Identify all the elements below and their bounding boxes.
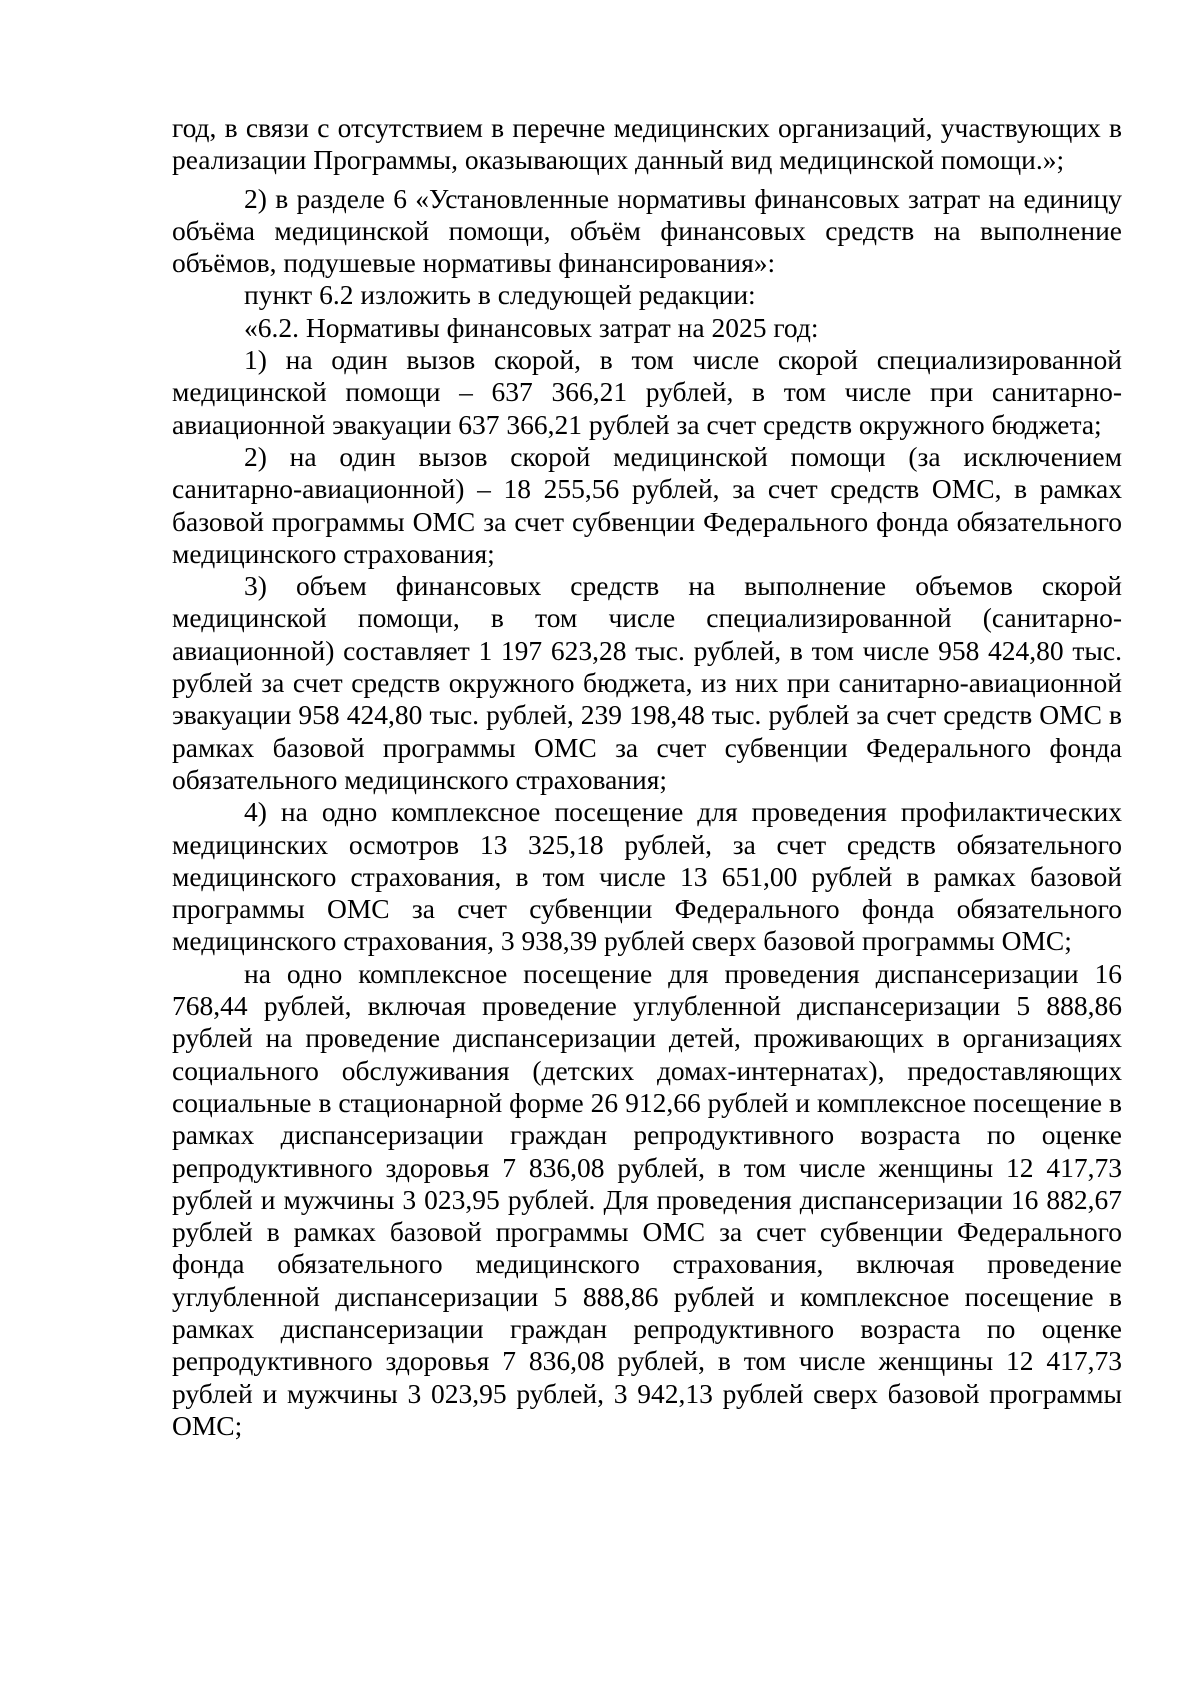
paragraph-item-3: 3) объем финансовых средств на выполнение объемов скорой медицинской помощи, в том числе специализированной (санитарно-авиационной) составляет 1 197 623,28 тыс. рублей, в том числе 958 424,80 тыс. рублей за счет средств окружного бюджета, из них при санитарно-авиационной эвакуации 958 424,80 тыс. рублей, 239 198,48 тыс. рублей за счет средств ОМС в рамках базовой программы ОМС за счет субвенции Федерального фонда обязательного медицинского страхования; [172,570,1122,795]
paragraph-section-6-amendment: 2) в разделе 6 «Установленные нормативы финансовых затрат на единицу объёма медицинской помощи, объём финансовых средств на выполнение объёмов, подушевые нормативы финансирования»: [172,182,1122,279]
paragraph-item-1: 1) на один вызов скорой, в том числе скорой специализированной медицинской помощи – 637 366,21 рублей, в том числе при санитарно-авиационной эвакуации 637 366,21 рублей за счет средств окружного бюджета; [172,344,1122,440]
document-page [172,112,1122,1442]
paragraph-item-4: 4) на одно комплексное посещение для проведения профилактических медицинских осмотров 13 325,18 рублей, за счет средств обязательного медицинского страхования, в том числе 13 651,00 рублей в рамках базовой программы ОМС за счет субвенции Федерального фонда обязательного медицинского страхования, 3 938,39 рублей сверх базовой программы ОМС; [172,796,1122,957]
paragraph-item-2: 2) на один вызов скорой медицинской помощи (за исключением санитарно-авиационной) – 18 255,56 рублей, за счет средств ОМС, в рамках базовой программы ОМС за счет субвенции Федерального фонда обязательного медицинского страхования; [172,440,1122,569]
paragraph-continuation: год, в связи с отсутствием в перечне медицинских организаций, участвующих в реализации Программы, оказывающих данный вид медицинской помощи.»; [172,112,1122,176]
paragraph-6-2-heading: «6.2. Нормативы финансовых затрат на 2025 год: [244,311,819,343]
paragraph-point-6-2-intro: пункт 6.2 изложить в следующей редакции: [244,279,756,311]
paragraph-dispensary: на одно комплексное посещение для проведения диспансеризации 16 768,44 рублей, включая проведение углубленной диспансеризации 5 888,86 рублей на проведение диспансеризации детей, проживающих в организациях социального обслуживания (детских домах-интернатах), предоставляющих социальные в стационарной форме 26 912,66 рублей и комплексное посещение в рамках диспансеризации граждан репродуктивного возраста по оценке репродуктивного здоровья 7 836,08 рублей, в том числе женщины 12 417,73 рублей и мужчины 3 023,95 рублей. Для проведения диспансеризации 16 882,67 рублей в рамках базовой программы ОМС за счет субвенции Федерального фонда обязательного медицинского страхования, включая проведение углубленной диспансеризации 5 888,86 рублей и комплексное посещение в рамках диспансеризации граждан репродуктивного возраста по оценке репродуктивного здоровья 7 836,08 рублей, в том числе женщины 12 417,73 рублей и мужчины 3 023,95 рублей, 3 942,13 рублей сверх базовой программы ОМС; [172,957,1122,1441]
